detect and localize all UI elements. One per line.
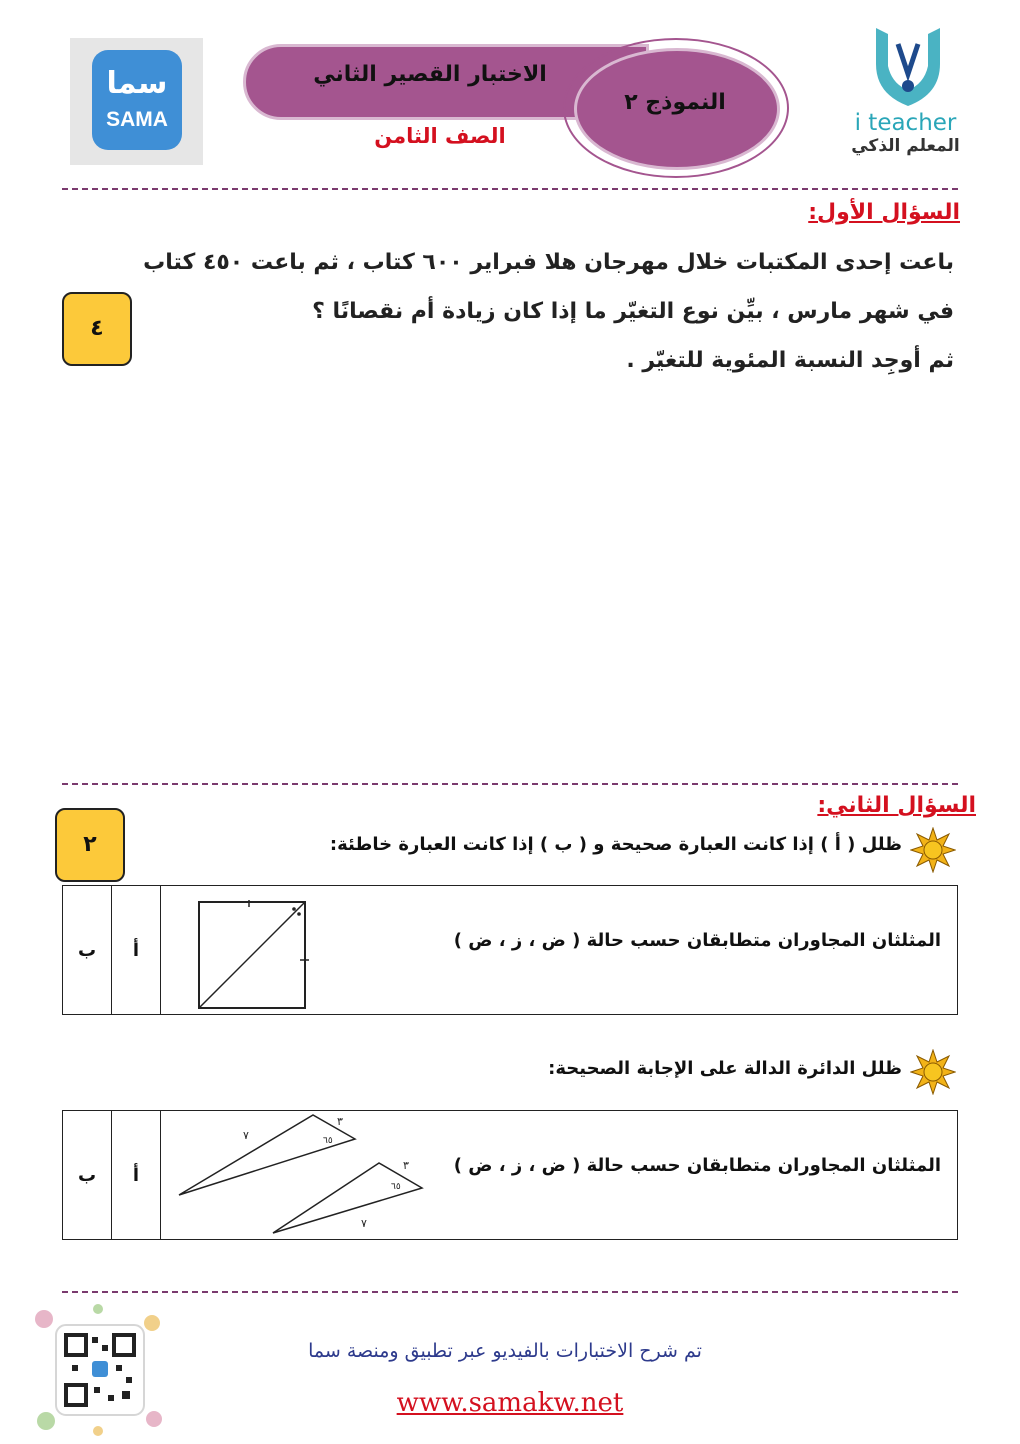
fig-label: ٧ [361,1217,367,1230]
sama-logo-english: SAMA [106,108,168,131]
footer-text: تم شرح الاختبارات بالفيديو عبر تطبيق ومنصة سما [308,1340,702,1362]
sama-logo-arabic: سما [106,66,168,101]
question1-line-1: باعت إحدى المكتبات خلال مهرجان هلا فبراير ٦٠٠ كتاب ، ثم باعت ٤٥٠ كتاب [143,250,954,275]
divider [62,783,958,785]
iteacher-logo-ar: المعلم الذكي [851,136,960,156]
fig-label: ٦٥ [323,1136,333,1146]
fig-label: ٧ [243,1129,249,1142]
answer-table-2 [62,1110,958,1240]
sama-logo-tile [92,50,182,150]
divider [62,1291,958,1293]
option-b-cell[interactable]: ب [63,1111,112,1240]
fig-label: ٣ [403,1159,409,1172]
two-triangles-figure [177,1111,437,1237]
sun-icon [910,827,956,873]
grade-label: الصف الثامن [374,124,506,148]
iteacher-logo-icon [868,24,948,110]
fig-label: ٦٥ [391,1182,401,1192]
statement-cell [161,1111,958,1240]
question2-instruction-1: ظلل ( أ ) إذا كانت العبارة صحيحة و ( ب ) إذا كانت العبارة خاطئة: [329,834,902,855]
option-a-cell[interactable]: أ [112,886,161,1015]
fig-label: ٣ [337,1115,343,1128]
square-diagonal-figure [197,900,309,1012]
question2-instruction-2: ظلل الدائرة الدالة على الإجابة الصحيحة: [548,1058,902,1079]
option-b-cell[interactable]: ب [63,886,112,1015]
question2-heading: السؤال الثاني: [817,793,976,818]
statement-text-2: المثلثان المجاوران متطابقان حسب حالة ( ض ، ز ، ض ) [453,1155,941,1176]
question1-line-2: في شهر مارس ، بيِّن نوع التغيّر ما إذا كان زيادة أم نقصانًا ؟ [312,299,954,324]
model-label: النموذج ٢ [624,90,726,115]
divider [62,188,958,190]
question1-body [70,238,954,385]
qr-code-icon [32,1303,166,1437]
sama-logo [70,38,203,165]
statement-text-1: المثلثان المجاوران متطابقان حسب حالة ( ض ، ز ، ض ) [453,930,941,951]
footer-url-link[interactable]: www.samakw.net [396,1388,624,1418]
statement-cell [161,886,958,1015]
question1-score: ٤ [62,292,132,366]
sun-icon [910,1049,956,1095]
option-a-cell[interactable]: أ [112,1111,161,1240]
question2-score: ٢ [55,808,125,882]
question1-line-3: ثم أوجِد النسبة المئوية للتغيّر . [626,348,954,373]
answer-table-1 [62,885,958,1015]
page-title: الاختبار القصير الثاني [313,62,547,87]
question1-heading: السؤال الأول: [808,200,960,225]
iteacher-logo-en: i teacher [854,110,957,136]
